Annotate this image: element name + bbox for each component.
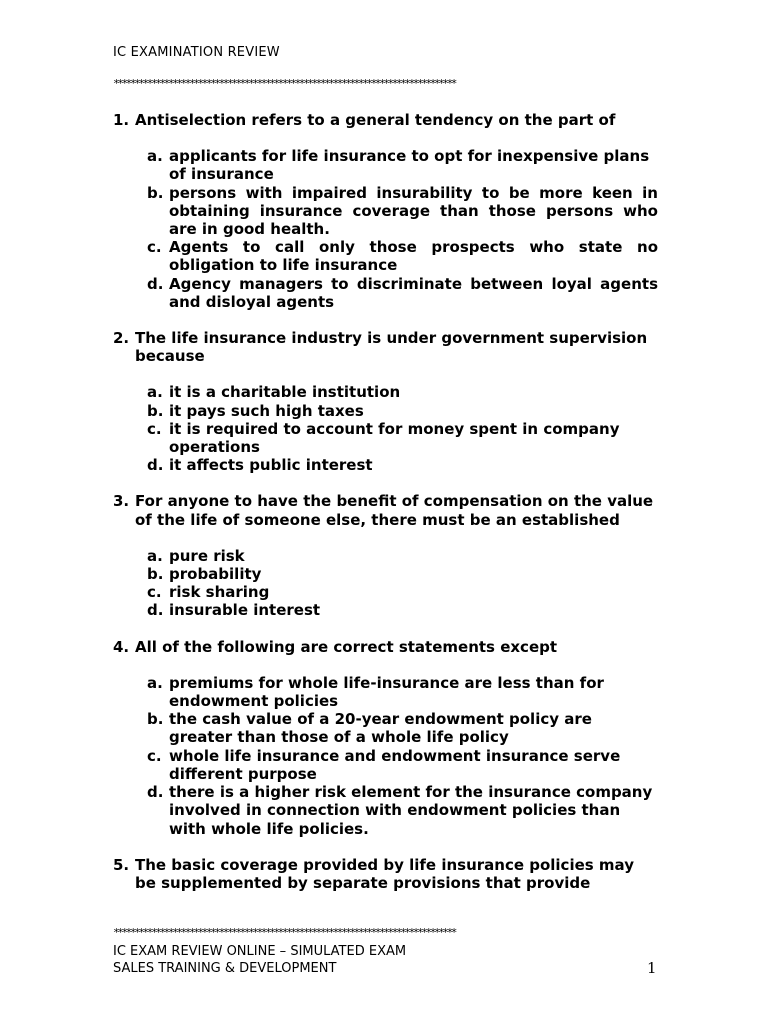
option-letter: a. [147,147,163,166]
answer-option [113,420,658,456]
option-letter: c. [147,238,162,257]
question-1 [113,111,658,129]
option-text: whole life insurance and endowment insurance serve different purpose [169,746,621,783]
option-letter: c. [147,583,162,602]
question-number: 4. [113,637,130,656]
option-text: probability [169,565,262,584]
option-text: Agents to call only those prospects who state no obligation to life insurance [169,238,658,275]
option-text: premiums for whole life-insurance are less than for endowment policies [169,673,604,711]
answer-option [113,147,658,183]
question-number: 3. [113,492,130,511]
answer-option [113,601,658,619]
option-letter: d. [147,783,164,802]
option-letter: b. [147,183,164,202]
answer-option [113,402,658,420]
question-3 [113,492,658,528]
footer-separator: ********************************************************************************* [113,927,456,939]
answer-options [113,383,658,474]
answer-option [113,238,658,274]
answer-option [113,456,658,474]
option-letter: a. [147,673,163,692]
option-letter: c. [147,419,162,438]
answer-option [113,710,658,746]
option-letter: d. [147,274,164,293]
answer-option [113,547,658,565]
question-number: 1. [113,111,130,129]
option-letter: a. [147,546,163,565]
answer-option [113,565,658,583]
option-letter: b. [147,710,164,729]
answer-option [113,747,658,783]
question-number: 5. [113,855,130,874]
question-text: All of the following are correct statements except [135,637,558,656]
answer-option [113,674,658,710]
question-2 [113,329,658,365]
page-footer [113,943,406,977]
answer-option [113,184,658,239]
option-text: it is required to account for money spent in company operations [169,419,620,457]
answer-option [113,583,658,601]
question-text: For anyone to have the benefit of compensation on the value of the life of someone else, there must be an established [135,492,654,529]
answer-options [113,547,658,620]
question-text: Antiselection refers to a general tendency on the part of [135,111,616,129]
question-4 [113,638,658,656]
answer-option [113,383,658,401]
option-text: it is a charitable institution [169,383,401,402]
answer-option [113,275,658,311]
header-separator: ********************************************************************************* [113,78,456,90]
option-text: there is a higher risk element for the insurance company involved in connection with endowment policies than with whole life policies. [169,783,653,838]
option-text: it affects public interest [169,456,373,475]
answer-options [113,674,658,838]
question-text: The basic coverage provided by life insurance policies may be supplemented by separate provisions that provide [135,855,634,892]
page-number: 1 [647,959,657,977]
option-letter: b. [147,565,164,584]
question-5 [113,856,658,892]
option-text: Agency managers to discriminate between loyal agents and disloyal agents [169,274,658,311]
option-text: the cash value of a 20-year endowment policy are greater than those of a whole life policy [169,710,592,747]
answer-options [113,147,658,311]
page-header-title: IC EXAMINATION REVIEW [113,45,280,60]
option-text: persons with impaired insurability to be more keen in obtaining insurance coverage than those persons who are in good health. [169,183,658,239]
option-letter: c. [147,746,162,765]
question-number: 2. [113,329,130,348]
option-text: insurable interest [169,601,321,620]
option-letter: d. [147,456,164,475]
answer-option [113,783,658,838]
question-text: The life insurance industry is under government supervision because [135,329,648,366]
question-list [113,111,658,910]
option-text: applicants for life insurance to opt for inexpensive plans of insurance [169,147,650,184]
option-text: it pays such high taxes [169,401,364,420]
option-text: risk sharing [169,583,270,602]
footer-line-2: SALES TRAINING & DEVELOPMENT [113,961,337,976]
footer-line-1: IC EXAM REVIEW ONLINE – SIMULATED EXAM [113,944,407,959]
option-letter: b. [147,401,164,420]
option-letter: d. [147,601,164,620]
option-text: pure risk [169,546,245,565]
option-letter: a. [147,383,163,402]
